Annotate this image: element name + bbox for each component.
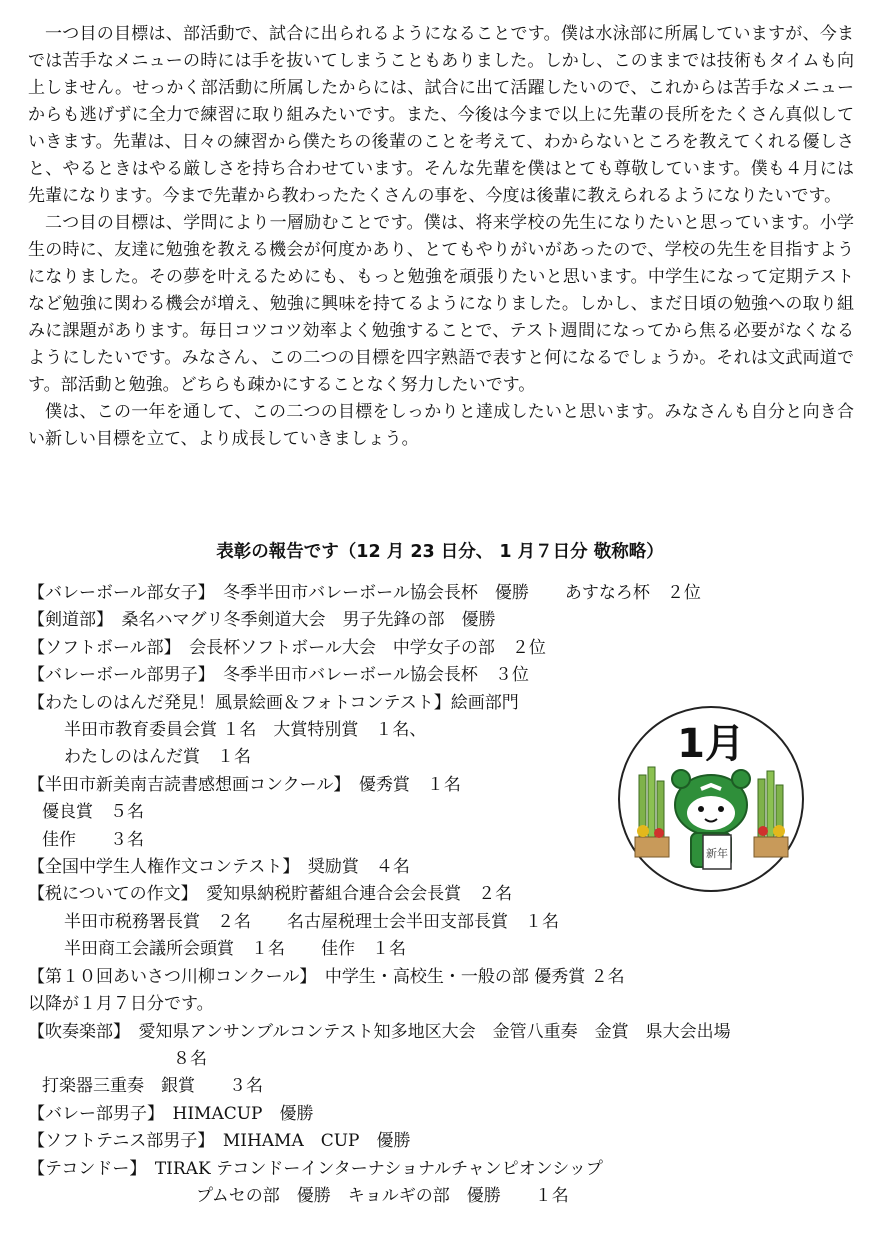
award-text: 半田市税務署長賞 ２名	[64, 911, 251, 932]
kadomatsu-left-icon	[635, 767, 669, 857]
award-line: 【テコンドー】 TIRAK テコンドーインターナショナルチャンピオンシップ	[28, 1158, 603, 1179]
essay	[28, 21, 854, 453]
award-line: 【剣道部】 桑名ハマグリ冬季剣道大会 男子先鋒の部 優勝	[28, 610, 496, 631]
badge-month: 1月	[677, 721, 745, 767]
award-line: 【バレーボール部男子】 冬季半田市バレーボール協会長杯 ３位	[28, 665, 529, 686]
award-text: あすなろ杯 ２位	[564, 583, 701, 603]
award-line: 【わたしのはんだ発見！風景絵画＆フォトコンテスト】絵画部門	[28, 692, 519, 713]
award-line: 【吹奏楽部】 愛知県アンサンブルコンテスト知多地区大会 金管八重奏 金賞 県大会出場	[28, 1021, 731, 1042]
award-text: 半田商工会議所会頭賞 １名	[64, 939, 285, 960]
essay-paragraph-2: 二つ目の目標は、学問により一層励むことです。僕は、将来学校の先生になりたいと思っています。小学生の時に、友達に勉強を教える機会が何度かあり、とてもやりがいがあったので、学校の先生を目指すようになりました。その夢を叶えるためにも、もっと勉強を頑張りたいと思います。中学生になって定期テストなど勉強に関わる機会が増え、勉強に興味を持てるようになりました。しかし、まだ日頃の勉強への取り組みに課題があります。毎日コツコツ効率よく勉強することで、テスト週間になってから焦る必要がなくなるようにしたいです。みなさん、この二つの目標を四字熟語で表すと何になるでしょうか。それは文武両道です。部活動と勉強。どちらも疎かにすることなく努力したいです。	[28, 213, 854, 395]
awards-list	[28, 580, 854, 1210]
new-year-card-icon	[703, 835, 731, 869]
award-line: 【全国中学生人権作文コンテスト】 奨励賞 ４名	[28, 857, 410, 878]
award-line: 【税についての作文】 愛知県納税貯蓄組合連合会会長賞 ２名	[28, 884, 513, 905]
award-line: 以降が１月７日分です。	[28, 994, 214, 1015]
award-line: 優良賞 ５名	[42, 802, 144, 823]
award-line: わたしのはんだ賞 １名	[64, 747, 251, 768]
essay-paragraph-1: 一つ目の目標は、部活動で、試合に出られるようになることです。僕は水泳部に所属していますが、今までは苦手なメニューの時には手を抜いてしまうこともありました。しかし、このままでは技術もタイムも向上しません。せっかく部活動に所属したからには、試合に出て活躍したいので、これからは苦手なメニューからも逃げずに全力で練習に取り組みたいです。また、今後は今まで以上に先輩の長所をたくさん真似していきます。先輩は、日々の練習から僕たちの後輩のことを考えて、わからないところを教えてくれる優しさと、やるときはやる厳しさを持ち合わせています。そんな先輩を僕はとても尊敬しています。僕も４月には先輩になります。今まで先輩から教わったたくさんの事を、今度は後輩に教えられるようになりたいです。	[28, 24, 854, 206]
award-line: 【第１０回あいさつ川柳コンクール】 中学生・高校生・一般の部 優秀賞 ２名	[28, 966, 625, 987]
new-year-mascot-badge	[617, 705, 805, 893]
award-text: 名古屋税理士会半田支部長賞 １名	[287, 911, 559, 932]
award-line: ８名	[173, 1048, 207, 1069]
award-line: 打楽器三重奏 銀賞 ３名	[42, 1076, 263, 1097]
award-line: 【バレー部男子】 HIMACUP 優勝	[28, 1103, 314, 1124]
award-line: プムセの部 優勝 キョルギの部 優勝 １名	[196, 1185, 569, 1206]
award-line: 【ソフトテニス部男子】 MIHAMA CUP 優勝	[28, 1131, 411, 1152]
award-line	[28, 909, 854, 936]
award-line: 【半田市新美南吉読書感想画コンクール】 優秀賞 １名	[28, 774, 461, 795]
award-text: 【バレーボール部女子】 冬季半田市バレーボール協会長杯 優勝	[28, 583, 529, 603]
award-line: 佳作 ３名	[42, 829, 144, 850]
card-text: 新年	[706, 847, 728, 860]
award-line: 半田市教育委員会賞 １名 大賞特別賞 １名、	[64, 720, 427, 741]
award-line	[28, 936, 854, 963]
essay-paragraph-3: 僕は、この一年を通して、この二つの目標をしっかりと達成したいと思います。みなさんも自分と向き合い新しい目標を立て、より成長していきましょう。	[28, 402, 854, 449]
award-line: 【ソフトボール部】 会長杯ソフトボール大会 中学女子の部 ２位	[28, 637, 546, 658]
award-line	[28, 580, 854, 607]
award-text: 佳作 １名	[321, 939, 406, 960]
awards-heading: 表彰の報告です（12 月 23 日分、 1 月７日分 敬称略）	[216, 542, 664, 562]
